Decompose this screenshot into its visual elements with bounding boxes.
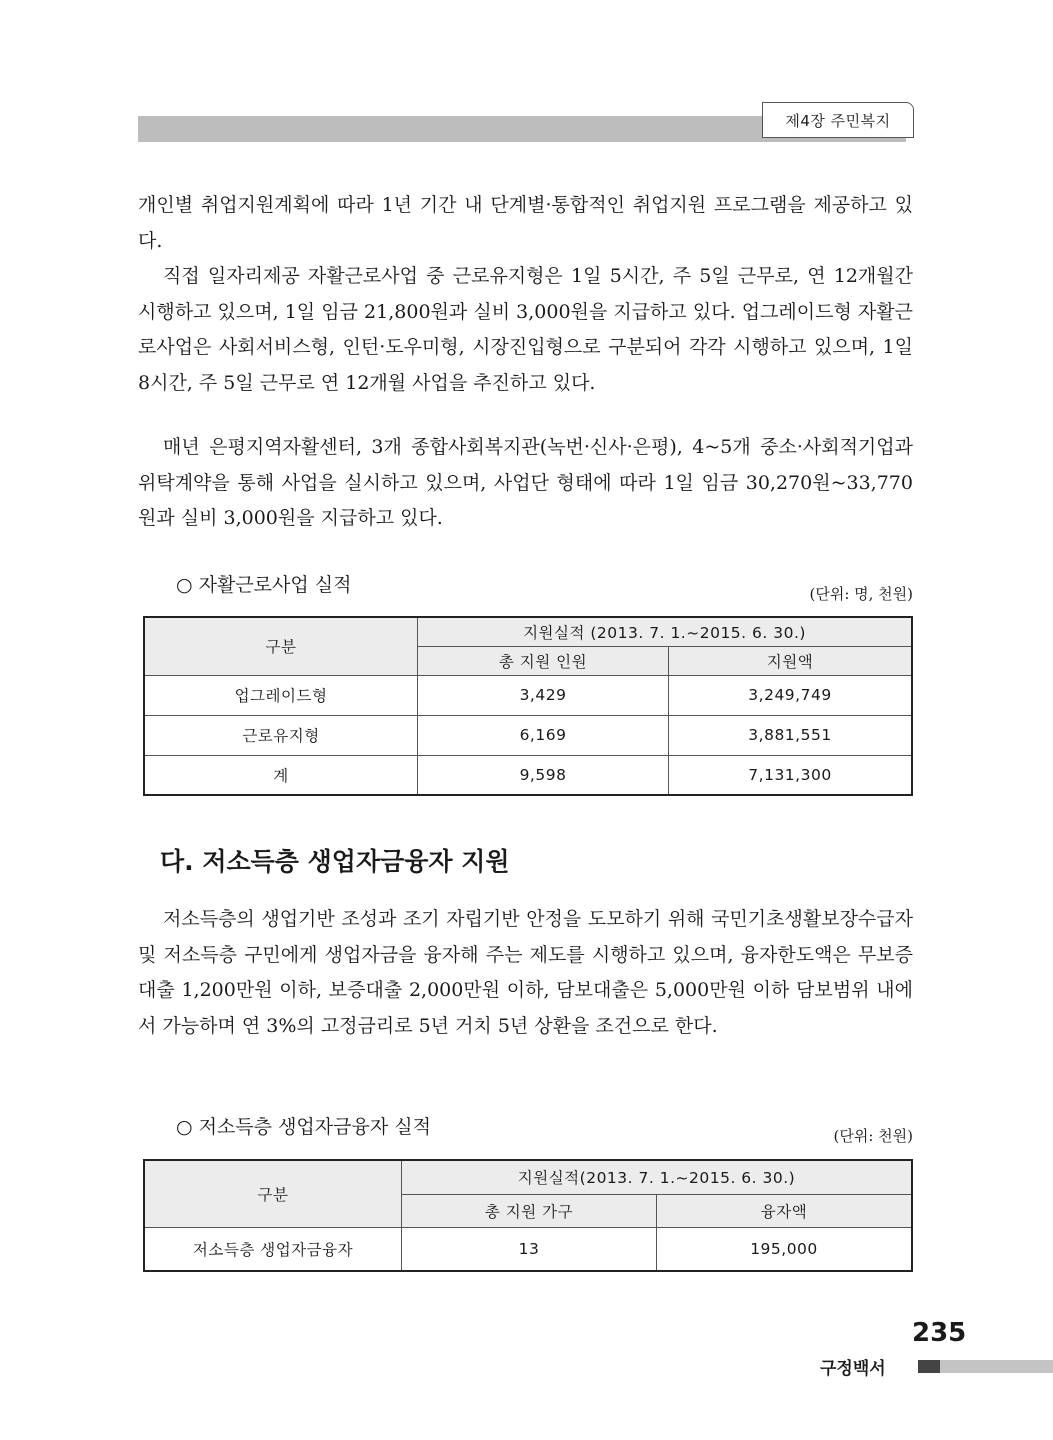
table-row bbox=[144, 1227, 912, 1271]
row-count: 3,429 bbox=[418, 675, 669, 715]
table1-header-count: 총 지원 인원 bbox=[418, 646, 669, 675]
footer-bar-dark bbox=[918, 1360, 940, 1373]
chapter-title: 제4장 주민복지 bbox=[762, 102, 914, 138]
row-households: 13 bbox=[402, 1227, 657, 1271]
row-amount: 3,249,749 bbox=[669, 675, 913, 715]
table-row bbox=[144, 675, 912, 715]
table1-title: ○ 자활근로사업 실적 bbox=[176, 574, 352, 596]
table2-header-category: 구분 bbox=[144, 1160, 402, 1227]
row-count: 9,598 bbox=[418, 755, 669, 795]
table2-header-loan: 융자액 bbox=[657, 1194, 913, 1227]
table2-header-households: 총 지원 가구 bbox=[402, 1194, 657, 1227]
row-count: 6,169 bbox=[418, 715, 669, 755]
row-amount: 7,131,300 bbox=[669, 755, 913, 795]
body-paragraph-3: 매년 은평지역자활센터, 3개 종합사회복지관(녹번·신사·은평), 4~5개 중소·사회적기업과 위탁계약을 통해 사업을 실시하고 있으며, 사업단 형태에 따라 1일 임금 30,270원~33,770원과 실비 3,000원을 지급하고 있다. bbox=[138, 436, 913, 529]
table2-title: ○ 저소득층 생업자금융자 실적 bbox=[176, 1116, 431, 1138]
footer-bar-light bbox=[940, 1360, 1053, 1373]
row-label: 근로유지형 bbox=[144, 715, 418, 755]
book-title: 구정백서 bbox=[820, 1359, 886, 1379]
table1-header-category: 구분 bbox=[144, 617, 418, 675]
page-number: 235 bbox=[912, 1318, 967, 1348]
row-loan: 195,000 bbox=[657, 1227, 913, 1271]
row-amount: 3,881,551 bbox=[669, 715, 913, 755]
table1-header-amount: 지원액 bbox=[669, 646, 913, 675]
table2-header-group: 지원실적(2013. 7. 1.~2015. 6. 30.) bbox=[402, 1160, 913, 1194]
row-label: 계 bbox=[144, 755, 418, 795]
table2-unit: (단위: 천원) bbox=[833, 1127, 913, 1145]
table1-unit: (단위: 명, 천원) bbox=[809, 585, 913, 603]
section-heading: 다. 저소득층 생업자금융자 지원 bbox=[160, 847, 510, 876]
section-paragraph: 저소득층의 생업기반 조성과 조기 자립기반 안정을 도모하기 위해 국민기초생활보장수급자 및 저소득층 구민에게 생업자금을 융자해 주는 제도를 시행하고 있으며, 융자한도액은 무보증 대출 1,200만원 이하, 보증대출 2,000만원 이하, 담보대출은 5,000만원 이하 담보범위 내에서 가능하며 연 3%의 고정금리로 5년 거치 5년 상환을 조건으로 한다. bbox=[138, 908, 913, 1037]
body-paragraph-2: 직접 일자리제공 자활근로사업 중 근로유지형은 1일 5시간, 주 5일 근무로, 연 12개월간 시행하고 있으며, 1일 임금 21,800원과 실비 3,000원을 지급하고 있다. 업그레이드형 자활근로사업은 사회서비스형, 인턴·도우미형, 시장진입형으로 구분되어 각각 시행하고 있으며, 1일 8시간, 주 5일 근무로 연 12개월 사업을 추진하고 있다. bbox=[138, 265, 913, 394]
table-row bbox=[144, 755, 912, 795]
table-row bbox=[144, 715, 912, 755]
table1-header-group: 지원실적 (2013. 7. 1.~2015. 6. 30.) bbox=[418, 617, 913, 646]
table2 bbox=[143, 1159, 913, 1272]
row-label: 업그레이드형 bbox=[144, 675, 418, 715]
body-paragraph-1: 개인별 취업지원계획에 따라 1년 기간 내 단계별·통합적인 취업지원 프로그램을 제공하고 있다. bbox=[138, 194, 913, 252]
row-label: 저소득층 생업자금융자 bbox=[144, 1227, 402, 1271]
table1 bbox=[143, 616, 913, 796]
